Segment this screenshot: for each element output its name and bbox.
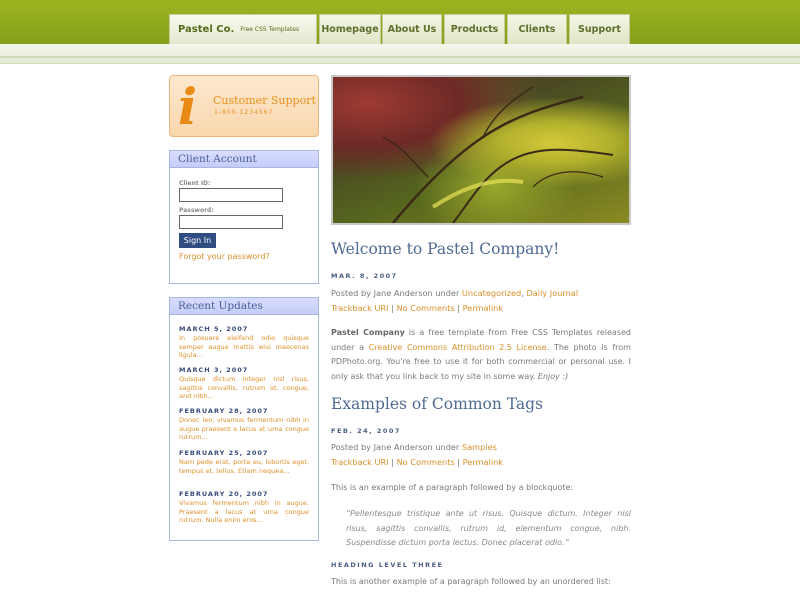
comments-link[interactable]: No Comments [396, 302, 455, 313]
paragraph: This is an example of a paragraph followed by a blockquote: [331, 483, 574, 492]
posted-by-text: Posted by Jane Anderson under [331, 442, 462, 452]
info-icon: i [178, 77, 197, 136]
forgot-password-link[interactable]: Forgot your password? [179, 252, 270, 261]
post-body-emphasis: Enjoy :) [537, 371, 569, 381]
permalink-link[interactable]: Permalink [462, 302, 504, 313]
sign-in-button[interactable]: Sign In [179, 233, 216, 248]
post-body-text: . The photo is from PDPhoto.org. You're free to use it for both commercial or personal use. I only ask that you link back to my site in some way. [331, 342, 631, 381]
header-subbar [0, 44, 800, 64]
nav-tab-homepage[interactable]: Homepage [319, 14, 381, 44]
site-logo[interactable] [169, 14, 317, 44]
recent-updates-panel [169, 297, 319, 541]
paragraph: This is another example of a paragraph followed by an unordered list: [331, 577, 611, 586]
post-date: MAR. 8, 2007 [331, 272, 398, 280]
category-link[interactable]: Uncategorized [461, 288, 522, 298]
update-link[interactable]: Quisque dictum integer nisl risus, sagittis convallis, rutrum id, congue, and nibh... [179, 375, 309, 400]
support-phone: 1-800-1234567 [214, 109, 274, 116]
posted-by-text: Posted by Jane Anderson under [331, 288, 462, 298]
logo-tagline: Free CSS Templates [240, 26, 300, 33]
category-link[interactable]: Samples [461, 442, 497, 452]
header-divider [0, 56, 800, 58]
update-link[interactable]: Donec leo, vivamus fermentum nibh in augue praesent a lacus at urna congue rutrum... [179, 416, 309, 441]
license-link[interactable]: Creative Commons Attribution 2.5 License [368, 342, 547, 352]
header-photo [331, 75, 631, 225]
nav-tab-support[interactable]: Support [569, 14, 630, 44]
trackback-link[interactable]: Trackback URI [331, 302, 389, 313]
update-link[interactable]: Vivamus fermentum nibh in augue. Praesent a lacus at urna congue rutrum. Nulla enim eros... [179, 499, 309, 524]
update-link[interactable]: In posuere eleifend odio quisque semper augue mattis wisi maecenas ligula... [179, 334, 309, 359]
client-account-title: Client Account [170, 151, 318, 168]
post-body-text: is a free template from Free CSS Templates released under a [331, 328, 631, 352]
post-title[interactable]: Examples of Common Tags [331, 395, 544, 413]
post-meta: Posted by Jane Anderson under Uncategorized, Daily Journal Trackback URI | No Comments | Permalink [331, 288, 579, 313]
post-title[interactable]: Welcome to Pastel Company! [331, 240, 560, 258]
support-title: Customer Support [213, 94, 316, 107]
permalink-link[interactable]: Permalink [462, 456, 504, 467]
post-date: FEB. 24, 2007 [331, 427, 401, 435]
heading-level-three: HEADING LEVEL THREE [331, 561, 444, 569]
category-link[interactable]: Daily Journal [526, 288, 579, 298]
update-date: FEBRUARY 20, 2007 [179, 490, 269, 498]
update-item [179, 490, 309, 525]
update-date: FEBRUARY 25, 2007 [179, 449, 269, 457]
update-item [179, 325, 309, 360]
recent-updates-title: Recent Updates [170, 298, 318, 315]
customer-support-box [169, 75, 319, 137]
client-id-label: Client ID: [179, 180, 211, 187]
password-label: Password: [179, 207, 214, 214]
client-account-panel [169, 150, 319, 284]
nav-tab-about-us[interactable]: About Us [382, 14, 442, 44]
client-id-input[interactable] [179, 188, 283, 202]
update-item [179, 449, 309, 475]
update-link[interactable]: Nam pede erat, porta eu, lobortis eget, tempus et, tellus. Etiam nequea... [179, 458, 309, 475]
blockquote: “Pellentesque tristique ante ut risus. Quisque dictum. Integer nisl risus, sagittis convallis, rutrum id, elementum congue, nibh. Suspendisse dictum porta lectus. Donec placerat odio.” [346, 509, 631, 547]
nav-tab-products[interactable]: Products [444, 14, 505, 44]
update-item [179, 366, 309, 401]
comments-link[interactable]: No Comments [396, 456, 455, 467]
trackback-link[interactable]: Trackback URI [331, 456, 389, 467]
update-item [179, 407, 309, 442]
logo-title: Pastel Co. [178, 24, 235, 35]
password-input[interactable] [179, 215, 283, 229]
post-body-strong: Pastel Company [331, 328, 405, 337]
photo-branches [333, 77, 629, 223]
post-body [331, 326, 631, 384]
update-date: MARCH 3, 2007 [179, 366, 249, 374]
nav-tab-clients[interactable]: Clients [507, 14, 567, 44]
post-meta: Posted by Jane Anderson under Samples Trackback URI | No Comments | Permalink [331, 442, 504, 467]
update-date: FEBRUARY 28, 2007 [179, 407, 269, 415]
update-date: MARCH 5, 2007 [179, 325, 249, 333]
